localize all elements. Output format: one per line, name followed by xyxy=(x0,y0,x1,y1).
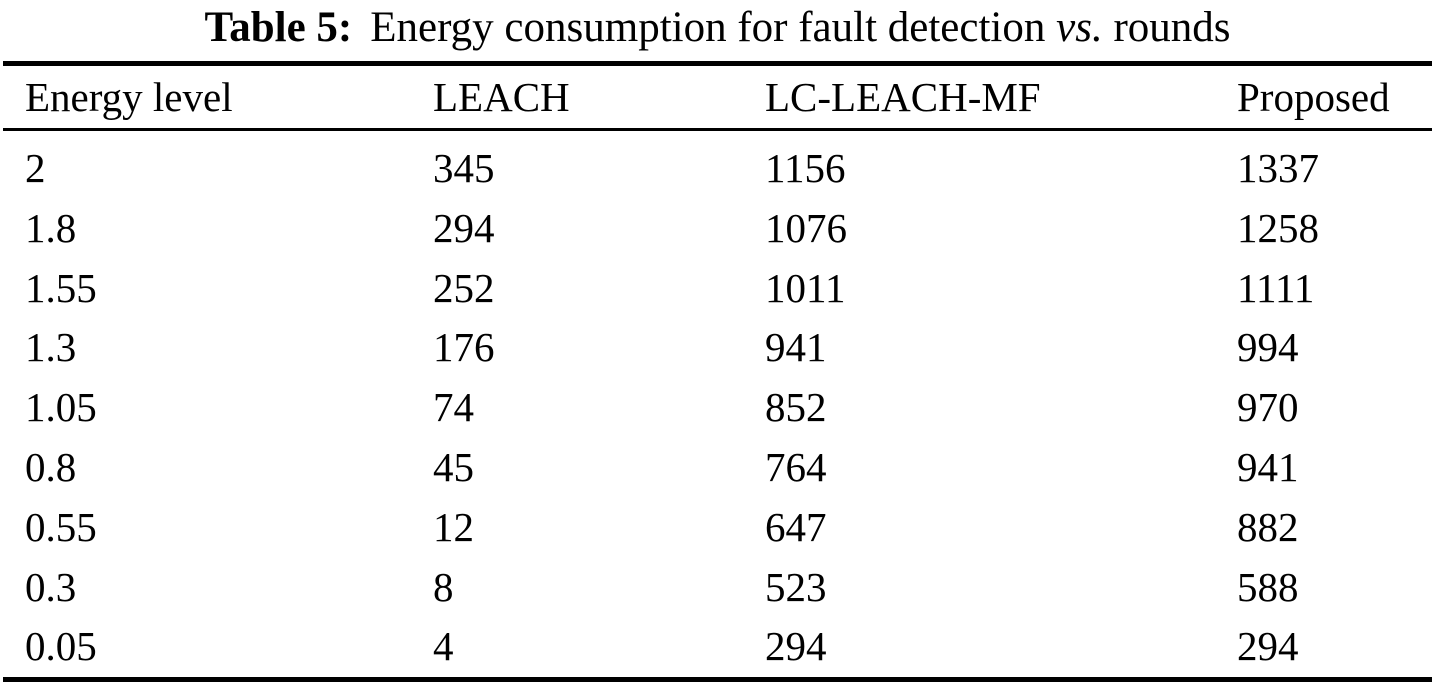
table-cell: 1.05 xyxy=(25,384,97,431)
table-cell: 523 xyxy=(765,563,827,610)
table-row xyxy=(0,558,1435,618)
table-cell: 0.55 xyxy=(25,503,97,550)
table-cell: 1.8 xyxy=(25,204,77,251)
table-cell: 0.05 xyxy=(25,623,97,670)
table-cell: 12 xyxy=(433,503,474,550)
table-cell: 941 xyxy=(765,324,827,371)
caption-vs-italic: vs. xyxy=(1056,4,1103,51)
table-header-row xyxy=(0,66,1435,128)
caption-label: Table 5: xyxy=(204,4,353,51)
table-cell: 0.3 xyxy=(25,563,77,610)
caption-suffix: rounds xyxy=(1113,4,1231,51)
table-row xyxy=(0,438,1435,498)
table-cell: 1.55 xyxy=(25,264,97,311)
header-proposed: Proposed xyxy=(1237,74,1390,120)
table-cell: 345 xyxy=(433,145,495,191)
table-row xyxy=(0,378,1435,438)
table-cell: 1337 xyxy=(1237,145,1319,191)
table-cell: 294 xyxy=(765,623,827,670)
table-cell: 294 xyxy=(433,204,495,251)
table-cell: 176 xyxy=(433,324,495,371)
table-cell: 4 xyxy=(433,623,454,670)
table-row xyxy=(0,259,1435,319)
table-body xyxy=(0,139,1435,677)
table-cell: 0.8 xyxy=(25,443,77,490)
table-cell: 2 xyxy=(25,145,46,191)
table-cell: 1011 xyxy=(765,264,846,311)
table-cell: 74 xyxy=(433,384,474,431)
table-row xyxy=(0,199,1435,259)
table-cell: 647 xyxy=(765,503,827,550)
table-row xyxy=(0,617,1435,677)
table-cell: 45 xyxy=(433,443,474,490)
table-caption xyxy=(0,0,1435,56)
table-row xyxy=(0,139,1435,199)
header-lc-leach-mf: LC-LEACH-MF xyxy=(765,74,1041,120)
header-leach: LEACH xyxy=(433,74,570,120)
header-energy-level: Energy level xyxy=(25,74,233,120)
caption-text: Energy consumption for fault detection xyxy=(370,4,1046,51)
table-cell: 1156 xyxy=(765,145,846,191)
table-cell: 994 xyxy=(1237,324,1299,371)
table-cell: 1076 xyxy=(765,204,847,251)
table-row xyxy=(0,318,1435,378)
table-cell: 970 xyxy=(1237,384,1299,431)
table-cell: 588 xyxy=(1237,563,1299,610)
table-cell: 294 xyxy=(1237,623,1299,670)
table-cell: 1258 xyxy=(1237,204,1319,251)
table-bottom-rule xyxy=(3,677,1432,682)
table-cell: 252 xyxy=(433,264,495,311)
table-cell: 764 xyxy=(765,443,827,490)
table-header-rule xyxy=(3,128,1432,131)
table-cell: 1.3 xyxy=(25,324,77,371)
table-cell: 852 xyxy=(765,384,827,431)
table-row xyxy=(0,498,1435,558)
table-cell: 1111 xyxy=(1237,264,1315,311)
table-cell: 941 xyxy=(1237,443,1299,490)
table-cell: 882 xyxy=(1237,503,1299,550)
table-cell: 8 xyxy=(433,563,454,610)
